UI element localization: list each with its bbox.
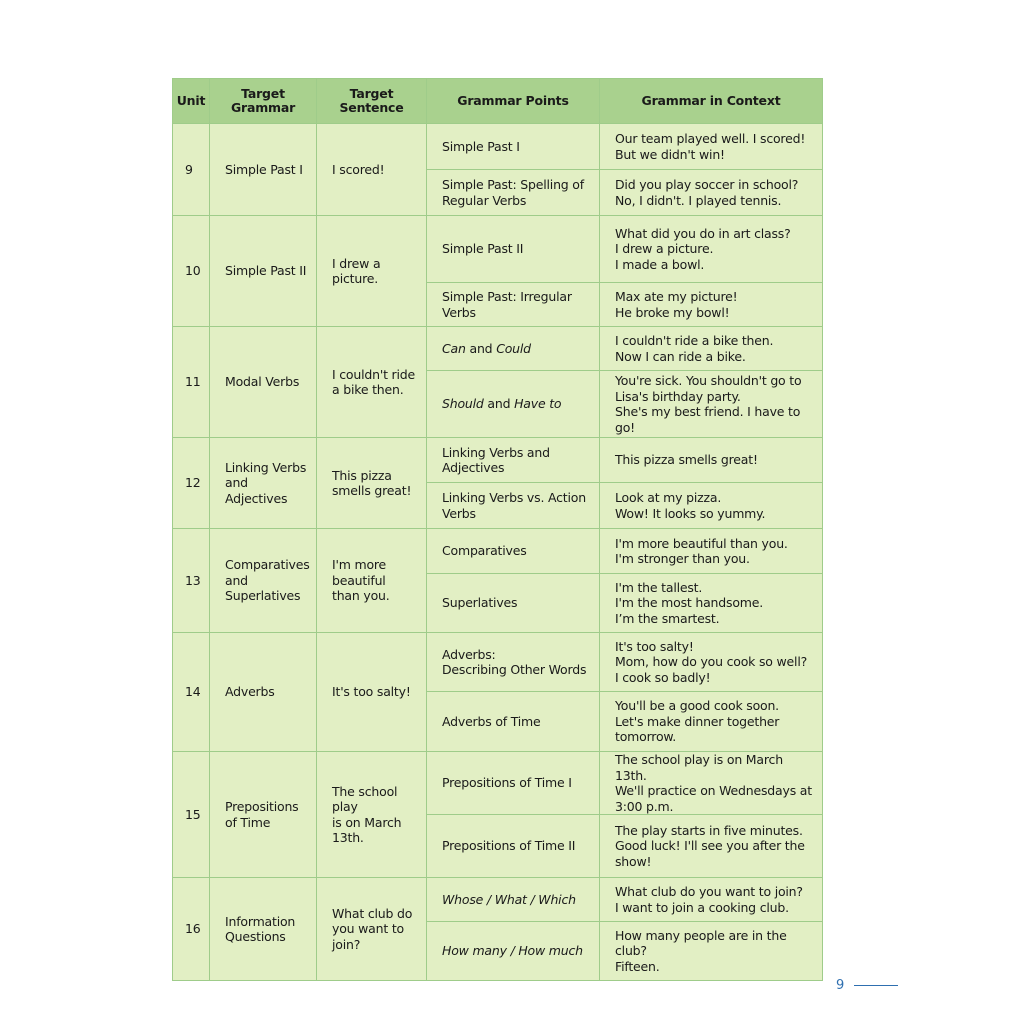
grammar-point-text: Simple Past I	[442, 138, 520, 154]
target-sentence-text: It's too salty!	[332, 684, 411, 700]
grammar-table	[172, 78, 823, 981]
grammar-point-text: Adverbs: Describing Other Words	[442, 646, 587, 677]
grammar-point-text: Linking Verbs and Adjectives	[442, 444, 550, 475]
target-sentence	[317, 216, 427, 327]
target-sentence	[317, 633, 427, 752]
grammar-point	[427, 216, 600, 283]
grammar-context	[600, 574, 823, 633]
unit-number: 14	[173, 633, 210, 752]
grammar-context-text: This pizza smells great!	[615, 452, 758, 468]
grammar-point	[427, 124, 600, 170]
target-sentence-text: This pizza smells great!	[332, 467, 412, 498]
target-sentence-text: The school play is on March 13th.	[332, 783, 402, 845]
target-sentence-text: What club do you want to join?	[332, 905, 413, 952]
unit-number: 16	[173, 878, 210, 981]
grammar-context-text: I couldn't ride a bike then. Now I can ride a bike.	[615, 333, 774, 364]
target-grammar	[210, 438, 317, 529]
target-sentence	[317, 752, 427, 878]
grammar-context-text: What did you do in art class? I drew a picture. I made a bowl.	[615, 225, 791, 272]
target-sentence-text: I'm more beautiful than you.	[332, 557, 390, 604]
grammar-point-text: Simple Past II	[442, 241, 524, 257]
target-grammar-text: Adverbs	[225, 684, 275, 700]
grammar-context	[600, 438, 823, 483]
unit-number: 12	[173, 438, 210, 529]
grammar-context	[600, 216, 823, 283]
target-grammar-text: Comparatives and Superlatives	[225, 557, 310, 604]
grammar-point	[427, 574, 600, 633]
grammar-context-text: The play starts in five minutes. Good luck! I'll see you after the show!	[615, 822, 805, 869]
target-sentence-text: I scored!	[332, 161, 385, 177]
grammar-point	[427, 922, 600, 981]
target-grammar	[210, 124, 317, 216]
grammar-context-text: The school play is on March 13th. We'll practice on Wednesdays at 3:00 p.m.	[615, 752, 812, 814]
target-grammar-text: Simple Past II	[225, 263, 307, 279]
target-grammar-text: Information Questions	[225, 913, 296, 944]
grammar-point-conjunction: and	[483, 396, 515, 412]
table-row	[173, 216, 823, 283]
grammar-context-text: It's too salty! Mom, how do you cook so well? I cook so badly!	[615, 638, 808, 685]
table-row	[173, 124, 823, 170]
grammar-point	[427, 327, 600, 371]
target-grammar-text: Linking Verbs and Adjectives	[225, 459, 307, 506]
grammar-context-text: Look at my pizza. Wow! It looks so yummy.	[615, 490, 766, 521]
grammar-point-text: How many / How much	[442, 943, 583, 959]
grammar-point-modal-1: Should	[442, 396, 484, 412]
grammar-point	[427, 371, 600, 438]
grammar-point-text: Comparatives	[442, 543, 527, 559]
grammar-point-modal-2: Could	[496, 340, 531, 356]
table-row	[173, 633, 823, 692]
target-grammar	[210, 633, 317, 752]
unit-number: 15	[173, 752, 210, 878]
grammar-context	[600, 483, 823, 529]
grammar-context	[600, 124, 823, 170]
grammar-context-text: Our team played well. I scored! But we didn't win!	[615, 131, 806, 162]
table-row	[173, 878, 823, 922]
target-sentence	[317, 124, 427, 216]
grammar-point-text: Simple Past: Spelling of Regular Verbs	[442, 177, 584, 208]
grammar-point	[427, 633, 600, 692]
grammar-point	[427, 878, 600, 922]
grammar-context	[600, 922, 823, 981]
grammar-context	[600, 633, 823, 692]
grammar-context	[600, 170, 823, 216]
grammar-point-text: Prepositions of Time II	[442, 838, 576, 854]
grammar-point-text: Superlatives	[442, 595, 518, 611]
grammar-point-text: Adverbs of Time	[442, 713, 541, 729]
target-grammar	[210, 327, 317, 438]
grammar-point-text: Linking Verbs vs. Action Verbs	[442, 490, 586, 521]
grammar-context-text: You'll be a good cook soon. Let's make dinner together tomorrow.	[615, 698, 780, 745]
grammar-context	[600, 529, 823, 574]
grammar-point	[427, 283, 600, 327]
target-sentence-text: I drew a picture.	[332, 255, 381, 286]
grammar-point-text: Whose / What / Which	[442, 891, 576, 907]
grammar-point	[427, 529, 600, 574]
grammar-point-text: Prepositions of Time I	[442, 775, 572, 791]
grammar-context	[600, 878, 823, 922]
grammar-point-modal-2: Have to	[514, 396, 562, 412]
unit-number: 11	[173, 327, 210, 438]
grammar-context-text: Max ate my picture! He broke my bowl!	[615, 289, 738, 320]
page-number: 9	[836, 978, 845, 993]
grammar-context-text: Did you play soccer in school? No, I didn't. I played tennis.	[615, 177, 799, 208]
unit-number: 9	[173, 124, 210, 216]
grammar-point	[427, 483, 600, 529]
target-sentence-text: I couldn't ride a bike then.	[332, 366, 415, 397]
grammar-point	[427, 815, 600, 878]
header-grammar-points: Grammar Points	[427, 79, 600, 124]
page-number-rule	[854, 985, 898, 986]
target-grammar	[210, 878, 317, 981]
target-grammar-text: Prepositions of Time	[225, 799, 299, 830]
target-grammar-text: Simple Past I	[225, 161, 303, 177]
grammar-context-text: How many people are in the club? Fifteen.	[615, 927, 787, 974]
grammar-point	[427, 692, 600, 752]
header-target-grammar	[210, 79, 317, 124]
grammar-point	[427, 752, 600, 815]
grammar-context-text: I'm more beautiful than you. I'm stronger than you.	[615, 535, 788, 566]
grammar-point-conjunction: and	[465, 340, 497, 356]
grammar-context	[600, 692, 823, 752]
target-grammar	[210, 529, 317, 633]
grammar-context	[600, 283, 823, 327]
grammar-context	[600, 815, 823, 878]
header-target-grammar-label: Target Grammar	[230, 86, 296, 115]
grammar-context-text: I'm the tallest. I'm the most handsome. I’m the smartest.	[615, 579, 764, 626]
target-grammar-text: Modal Verbs	[225, 374, 300, 390]
table-row	[173, 529, 823, 574]
header-target-sentence: Target Sentence	[317, 79, 427, 124]
grammar-point-text: Simple Past: Irregular Verbs	[442, 289, 572, 320]
unit-number: 10	[173, 216, 210, 327]
target-sentence	[317, 529, 427, 633]
header-grammar-in-context: Grammar in Context	[600, 79, 823, 124]
target-sentence	[317, 327, 427, 438]
target-grammar	[210, 752, 317, 878]
grammar-context	[600, 752, 823, 815]
grammar-point	[427, 438, 600, 483]
table-row	[173, 438, 823, 483]
target-sentence	[317, 878, 427, 981]
table-row	[173, 752, 823, 815]
grammar-point-modal-1: Can	[442, 340, 466, 356]
header-unit: Unit	[173, 79, 210, 124]
grammar-context	[600, 371, 823, 438]
grammar-context-text: What club do you want to join? I want to join a cooking club.	[615, 884, 803, 915]
grammar-point	[427, 170, 600, 216]
header-row	[173, 79, 823, 124]
table-row	[173, 327, 823, 371]
grammar-context-text: You're sick. You shouldn't go to Lisa's birthday party. She's my best friend. I have to go!	[615, 373, 802, 435]
unit-number: 13	[173, 529, 210, 633]
grammar-context	[600, 327, 823, 371]
target-grammar	[210, 216, 317, 327]
target-sentence	[317, 438, 427, 529]
